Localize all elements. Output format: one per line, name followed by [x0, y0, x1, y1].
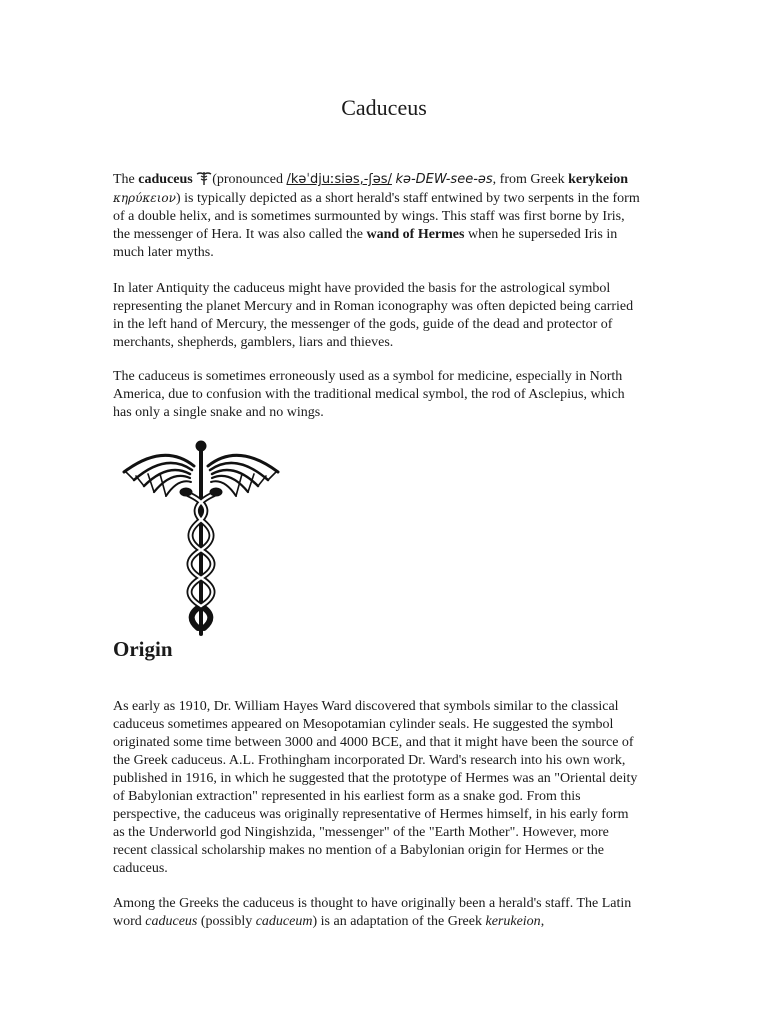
- intro-text: when he superseded Iris in much later myths.: [113, 227, 618, 260]
- medicine-paragraph: The caduceus is sometimes erroneously used as a symbol for medicine, especially in North America, due to confusion with the traditional medical symbol, the rod of Asclepius, which has only a single snake and no wings.: [113, 369, 625, 420]
- latin-word: caduceum: [255, 914, 313, 929]
- astrology-paragraph: In later Antiquity the caduceus might have provided the basis for the astrological symbol representing the planet Mercury and in Roman iconography was often depicted being carried in the left hand of Mercury, the messenger of the gods, guide of the dead and protector of merchants, shepherds, gamblers, liars and thieves.: [113, 281, 634, 350]
- ipa-pronunciation[interactable]: /kəˈdjuːsiəs,-ʃəs/: [286, 172, 392, 187]
- caduceus-illustration: [118, 438, 284, 638]
- greek-word: κηρύκειον: [113, 191, 176, 205]
- greek-origin-paragraph: [113, 895, 643, 931]
- greek-word: kerukeion: [485, 914, 541, 929]
- term-wand-of-hermes: wand of Hermes: [366, 227, 465, 242]
- caduceus-icon: [196, 171, 212, 185]
- origin-text: (possibly: [197, 914, 256, 929]
- origin-text: Among the Greeks the caduceus is thought to have originally been a herald's staff. The Latin word: [113, 896, 632, 929]
- origin-paragraph: As early as 1910, Dr. William Hayes Ward discovered that symbols similar to the classical caduceus sometimes appeared on Mesopotamian cylinder seals. He suggested the symbol originated some time between 3000 and 4000 BCE, and that it might have been the source of the Greek caduceus. A.L. Frothingham incorporated Dr. Ward's research into his own work, published in 1916, in which he suggested that the prototype of Hermes was an "Oriental deity of Babylonian extraction" represented in his earliest form as a snake god. From this perspective, the caduceus was originally representative of Hermes himself, in his early form as the Underworld god Ningishzida, "messenger" of the "Earth Mother". However, more recent classical scholarship makes no mention of a Babylonian origin for Hermes or the caduceus.: [113, 699, 638, 876]
- term-caduceus: caduceus: [138, 172, 193, 187]
- page-title: Caduceus: [341, 95, 427, 120]
- section-heading-origin: Origin: [113, 637, 173, 661]
- intro-text: , from Greek: [492, 172, 569, 187]
- origin-text: ,: [540, 914, 545, 929]
- intro-text: (pronounced: [212, 172, 287, 187]
- origin-text: ) is an adaptation of the Greek: [312, 914, 486, 929]
- intro-text: The: [113, 172, 139, 187]
- latin-word: caduceus: [145, 914, 198, 929]
- intro-text: ) is typically depicted as a short herald's staff entwined by two serpents in the form of a double helix, and is sometimes surmounted by wings. This staff was first borne by Iris, the messenger of Hera. It was also called the: [113, 191, 640, 242]
- intro-paragraph: [113, 171, 643, 262]
- term-kerykeion: kerykeion: [568, 172, 628, 187]
- respelling: kə-DEW-see-əs: [395, 172, 493, 187]
